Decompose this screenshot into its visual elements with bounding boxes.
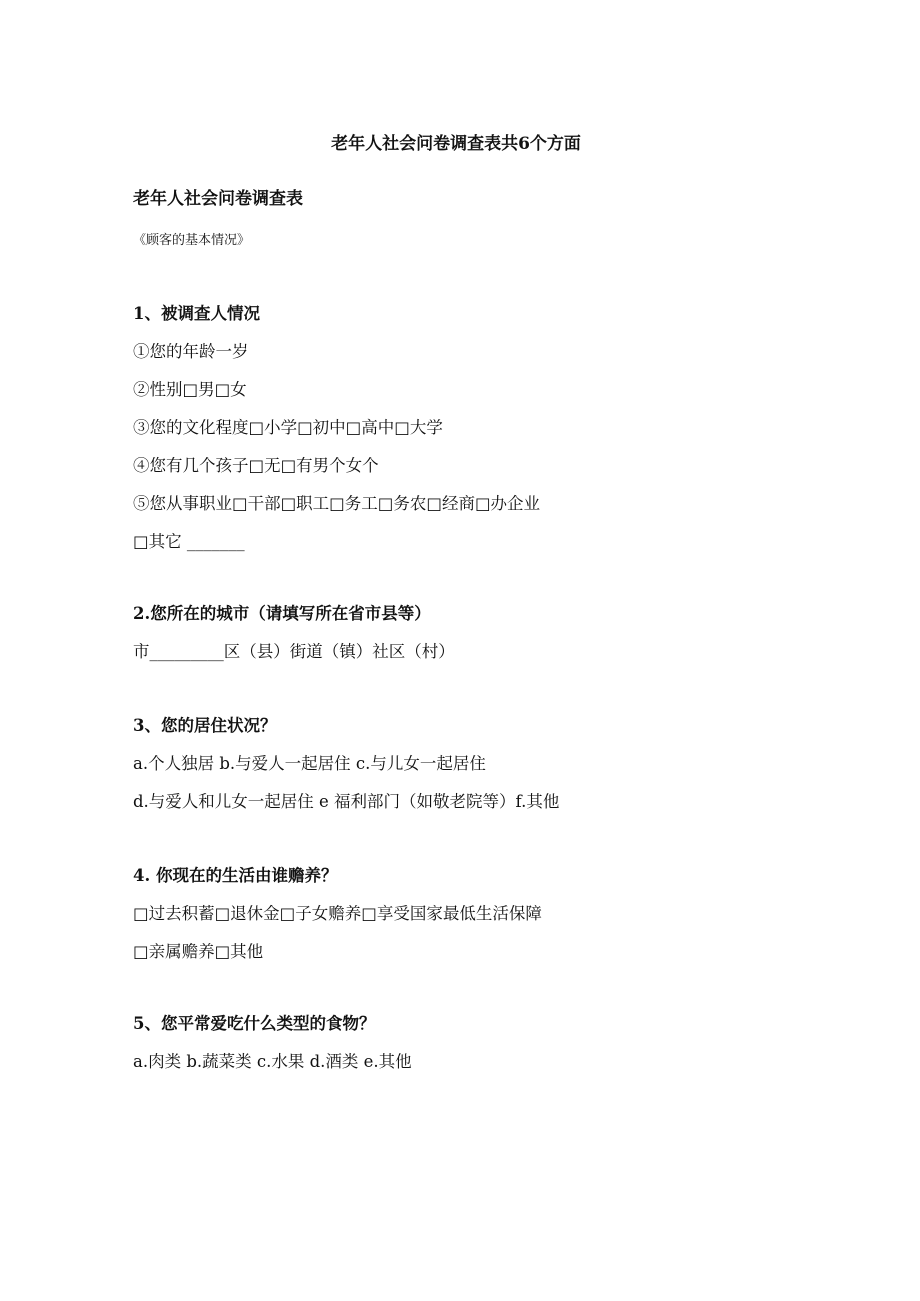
section-heading: 3、您的居住状况？ [133, 716, 277, 735]
question-children: ④您有几个孩子□无□有男个女个 [133, 456, 379, 475]
section-heading: 1、被调查人情况 [133, 304, 260, 323]
question-age: ①您的年龄一岁 [133, 342, 249, 361]
section-heading: 5、您平常爱吃什么类型的食物？ [133, 1014, 376, 1033]
question-living-options-1: a.个人独居 b.与爱人一起居住 c.与儿女一起居住 [133, 754, 486, 773]
section-heading: 4. 你现在的生活由谁赡养？ [133, 866, 338, 885]
question-education: ③您的文化程度□小学□初中□高中□大学 [133, 418, 443, 437]
question-gender: ②性别□男□女 [133, 380, 247, 399]
section-heading: 2.您所在的城市（请填写所在省市县等） [133, 604, 431, 623]
questionnaire-subtitle: 老年人社会问卷调查表 [133, 189, 303, 209]
question-occupation-other: □其它 _______ [133, 532, 245, 551]
section-food [133, 1013, 853, 1089]
section-city [133, 603, 853, 679]
question-support-options-1: □过去积蓄□退休金□子女赡养□享受国家最低生活保障 [133, 904, 542, 923]
question-food-options: a.肉类 b.蔬菜类 c.水果 d.酒类 e.其他 [133, 1052, 412, 1071]
section-respondent-info [133, 303, 853, 569]
section-living-status [133, 715, 853, 829]
section-support [133, 865, 853, 979]
question-city-address: 市_________区（县）街道（镇）社区（村） [133, 642, 455, 661]
question-living-options-2: d.与爱人和儿女一起居住 e 福利部门（如敬老院等）f.其他 [133, 792, 560, 811]
document-title: 老年人社会问卷调查表共6个方面 [331, 134, 581, 154]
question-occupation: ⑤您从事职业□干部□职工□务工□务农□经商□办企业 [133, 494, 541, 513]
question-support-options-2: □亲属赡养□其他 [133, 942, 264, 961]
customer-info-note: 《顾客的基本情况》 [133, 233, 251, 248]
